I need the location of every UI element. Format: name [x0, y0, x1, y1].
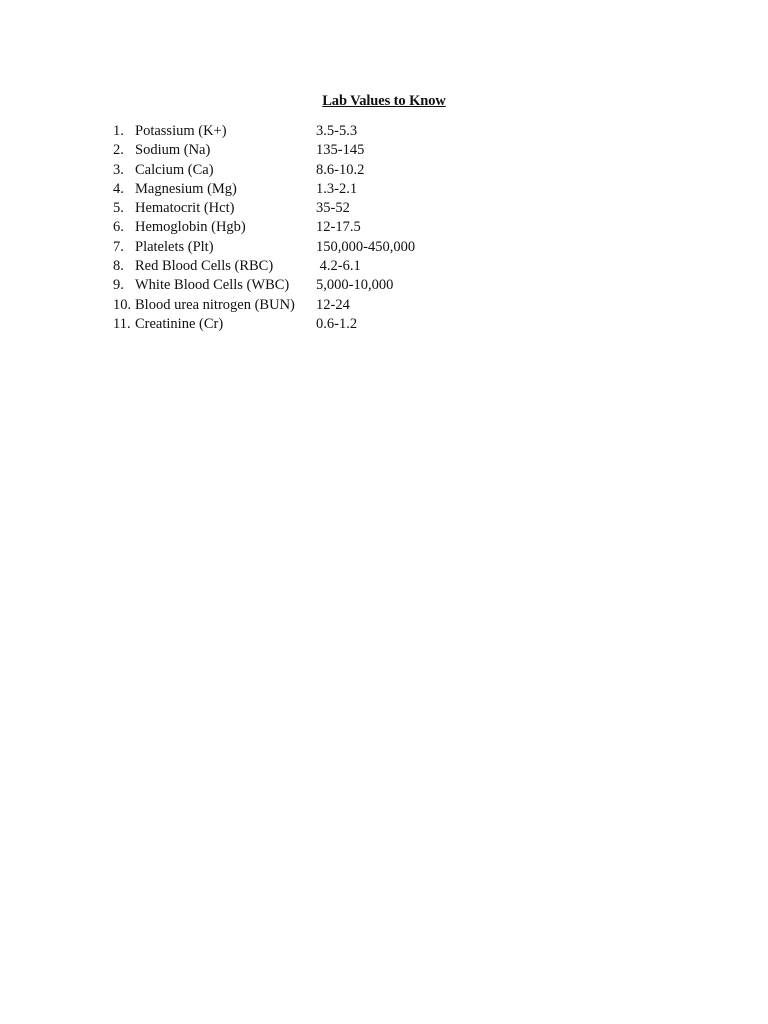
item-number: 2.	[113, 142, 124, 159]
lab-range: 150,000-450,000	[316, 238, 416, 255]
lab-name: Hemoglobin (Hgb)	[135, 219, 246, 236]
lab-name: Red Blood Cells (RBC)	[135, 258, 274, 275]
item-number: 10.	[113, 296, 132, 313]
lab-name: Creatinine (Cr)	[135, 315, 224, 332]
lab-name: Sodium (Na)	[135, 142, 211, 159]
lab-name: Calcium (Ca)	[135, 161, 214, 178]
lab-range: 12-24	[316, 296, 350, 313]
lab-range: 5,000-10,000	[316, 277, 394, 294]
item-number: 9.	[113, 277, 124, 294]
item-number: 11.	[113, 315, 131, 332]
lab-range: 135-145	[316, 142, 365, 159]
lab-name: Potassium (K+)	[135, 123, 227, 139]
item-number: 6.	[113, 219, 124, 236]
document-title: Lab Values to Know	[322, 93, 446, 109]
lab-name: Blood urea nitrogen (BUN)	[135, 296, 295, 313]
lab-name: White Blood Cells (WBC)	[135, 277, 290, 294]
item-number: 8.	[113, 258, 124, 275]
lab-range: 3.5-5.3	[316, 123, 358, 139]
lab-range: 12-17.5	[316, 219, 361, 236]
item-number: 5.	[113, 200, 124, 217]
item-number: 3.	[113, 161, 124, 178]
item-number: 4.	[113, 180, 124, 197]
lab-range: 0.6-1.2	[316, 315, 358, 332]
lab-name: Magnesium (Mg)	[135, 180, 237, 197]
lab-range: 1.3-2.1	[316, 180, 358, 197]
lab-range: 4.2-6.1	[316, 258, 361, 275]
lab-name: Platelets (Plt)	[135, 238, 214, 255]
item-number: 7.	[113, 238, 124, 255]
lab-name: Hematocrit (Hct)	[135, 200, 235, 217]
lab-range: 8.6-10.2	[316, 161, 365, 178]
item-number: 1.	[113, 123, 124, 139]
lab-range: 35-52	[316, 200, 350, 217]
